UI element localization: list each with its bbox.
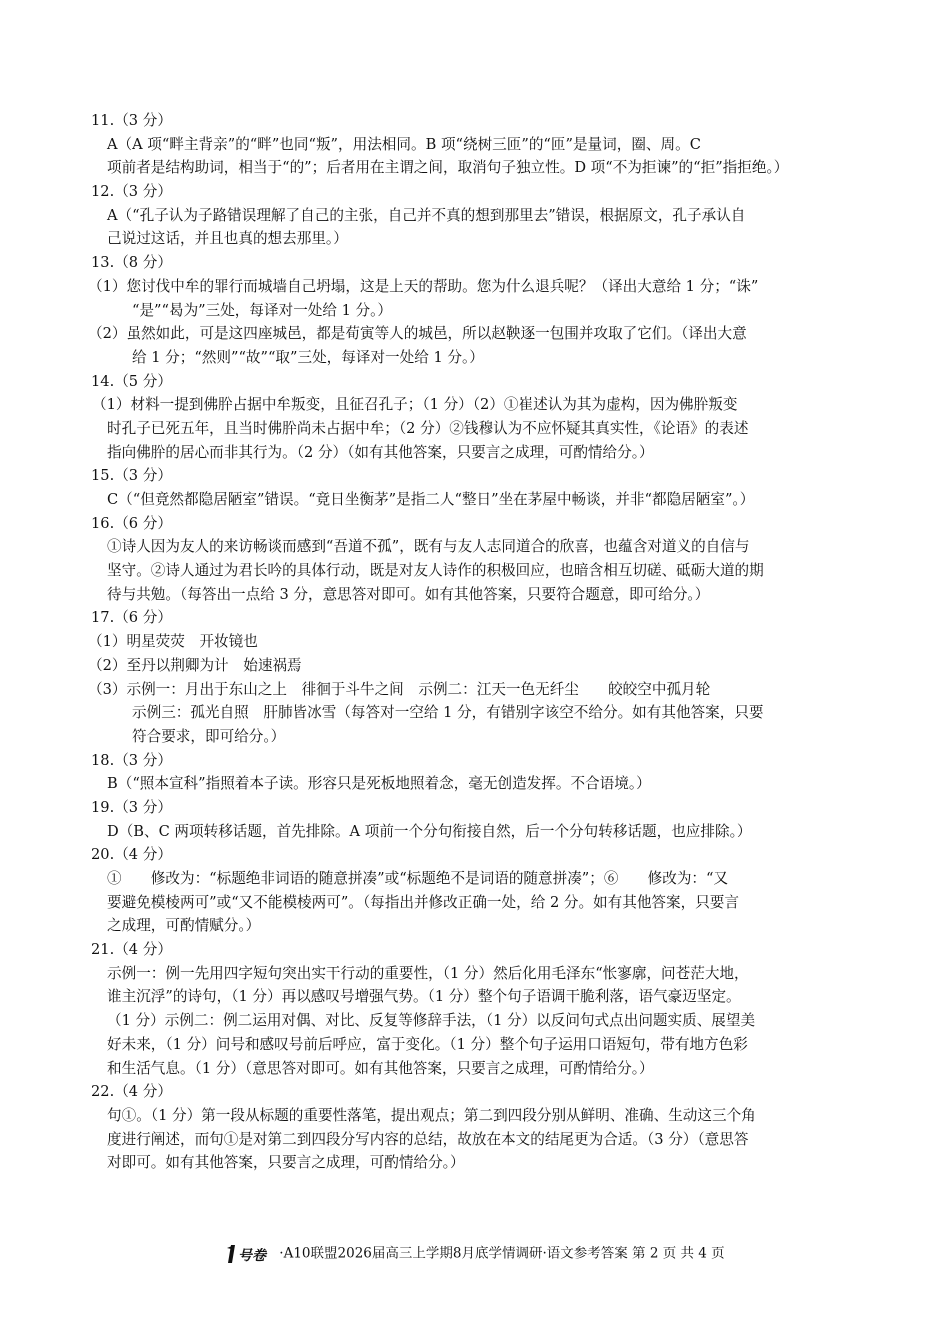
answer-line: 好未来，（1 分）问号和感叹号前后呼应，富于变化。（1 分）整个句子运用口语短句，带有地方色彩 <box>107 1035 748 1053</box>
answer-line: C（“但竟然都隐居陋室”错误。“竟日坐衡茅”是指二人“整日”坐在茅屋中畅谈，并非“都隐居陋室”。） <box>107 491 755 508</box>
answer-line: “是”“曷为”三处，每译对一处给 1 分。） <box>132 301 393 319</box>
answer-line: 句①。（1 分）第一段从标题的重要性落笔，提出观点；第二到四段分别从鲜明、准确、生动这三个角 <box>107 1106 756 1124</box>
svg-text:号卷: 号卷 <box>238 1247 267 1264</box>
answer-line: 示例一：例一先用四字短句突出实干行动的重要性，（1 分）然后化用毛泽东“怅寥廓，问苍茫大地， <box>107 964 749 982</box>
question-number: 12.（3 分） <box>91 183 172 201</box>
answer-line: D（B、C 两项转移话题，首先排除。A 项前一个分句衔接自然，后一个分句转移话题，也应排除。） <box>107 822 752 840</box>
question-number: 20.（4 分） <box>91 846 172 864</box>
answer-line: B（“照本宣科”指照着本子读。形容只是死板地照着念，毫无创造发挥。不合语境。） <box>107 775 651 793</box>
answer-line: 对即可。如有其他答案，只要言之成理，可酌情给分。） <box>107 1154 465 1172</box>
answer-line: 项前者是结构助词，相当于“的”；后者用在主谓之间，取消句子独立性。D 项“不为拒谏”的“拒”指拒绝。） <box>107 159 789 177</box>
question-number: 14.（5 分） <box>91 372 172 390</box>
answer-line: （1 分）示例二：例二运用对偶、对比、反复等修辞手法，（1 分）以反问句式点出问题实质、展望美 <box>107 1012 756 1030</box>
answer-line: （1）您讨伐中牟的罪行而城墙自己坍塌，这是上天的帮助。您为什么退兵呢？（译出大意给 1 分；“诛” <box>88 277 759 295</box>
footer-text: ·A10联盟2026届高三上学期8月底学情调研·语文参考答案 第 2 页 共 4 页 <box>279 1245 725 1262</box>
question-number: 13.（8 分） <box>91 254 172 272</box>
answer-line: 给 1 分；“然则”“故”“取”三处，每译对一处给 1 分。） <box>132 348 484 366</box>
answer-line: 坚守。②诗人通过为君长吟的具体行动，既是对友人诗作的积极回应，也暗含相互切磋、砥砺大道的期 <box>107 562 764 580</box>
question-number: 22.（4 分） <box>91 1083 172 1101</box>
answer-line: 指向佛肸的居心而非其行为。（2 分）（如有其他答案，只要言之成理，可酌情给分。） <box>107 443 654 461</box>
answer-line: 符合要求，即可给分。） <box>132 727 286 745</box>
answer-line: 谁主沉浮”的诗句，（1 分）再以感叹号增强气势。（1 分）整个句子语调干脆利落，语气豪迈坚定。 <box>107 988 741 1006</box>
answer-line: ① 修改为：“标题绝非词语的随意拼凑”或“标题绝不是词语的随意拼凑”；⑥ 修改为：“又 <box>107 870 729 887</box>
answer-key-body <box>88 109 862 1175</box>
question-number: 19.（3 分） <box>91 798 172 816</box>
answer-line: （1）明星荧荧 开妆镜也 <box>88 633 258 651</box>
answer-line: 之成理，可酌情赋分。） <box>107 917 261 935</box>
question-number: 17.（6 分） <box>91 609 172 627</box>
answer-line: （1）材料一提到佛肸占据中牟叛变，且征召孔子；（1 分）（2）①崔述认为其为虚构，因为佛肸叛变 <box>92 396 738 414</box>
question-number: 21.（4 分） <box>91 941 172 959</box>
question-number: 18.（3 分） <box>91 751 172 769</box>
answer-line: 待与共勉。（每答出一点给 3 分，意思答对即可。如有其他答案，只要符合题意，即可给分。） <box>107 585 710 603</box>
answer-line: 示例三：孤光自照 肝肺皆冰雪（每答对一空给 1 分，有错别字该空不给分。如有其他答案，只要 <box>132 704 764 722</box>
answer-line: 要避免模棱两可”或“又不能模棱两可”。（每指出并修改正确一处，给 2 分。如有其他答案，只要言 <box>107 893 739 911</box>
answer-line: 时孔子已死五年，且当时佛肸尚未占据中牟；（2 分）②钱穆认为不应怀疑其真实性，《论语》的表述 <box>107 419 749 437</box>
answer-line: A（A 项“畔主背亲”的“畔”也同“叛”，用法相同。B 项“绕树三匝”的“匝”是量词，圈、周。C <box>107 135 701 153</box>
question-number: 16.（6 分） <box>91 514 172 532</box>
question-number: 11.（3 分） <box>91 112 172 129</box>
answer-line: 度进行阐述，而句①是对第二到四段分写内容的总结，故放在本文的结尾更为合适。（3 分）（意思答 <box>107 1130 749 1148</box>
answer-line: （3）示例一：月出于东山之上 徘徊于斗牛之间 示例二：江天一色无纤尘 皎皎空中孤月轮 <box>88 680 711 698</box>
answer-line: 己说过这话，并且也真的想去那里。） <box>107 230 348 248</box>
question-number: 15.（3 分） <box>91 467 172 485</box>
publisher-logo <box>225 1244 275 1264</box>
answer-line: （2）虽然如此，可是这四座城邑，都是荀寅等人的城邑，所以赵鞅逐一包围并攻取了它们。（译出大意 <box>88 325 747 343</box>
answer-line: （2）至丹以荆卿为计 始速祸焉 <box>88 656 302 674</box>
answer-line: 和生活气息。（1 分）（意思答对即可。如有其他答案，只要言之成理，可酌情给分。） <box>107 1059 654 1077</box>
page-footer <box>0 1243 950 1264</box>
answer-line: A（“孔子认为子路错误理解了自己的主张，自己并不真的想到那里去”错误，根据原文，孔子承认自 <box>107 206 746 224</box>
answer-line: ①诗人因为友人的来访畅谈而感到“吾道不孤”，既有与友人志同道合的欣喜，也蕴含对道义的自信与 <box>107 538 750 556</box>
